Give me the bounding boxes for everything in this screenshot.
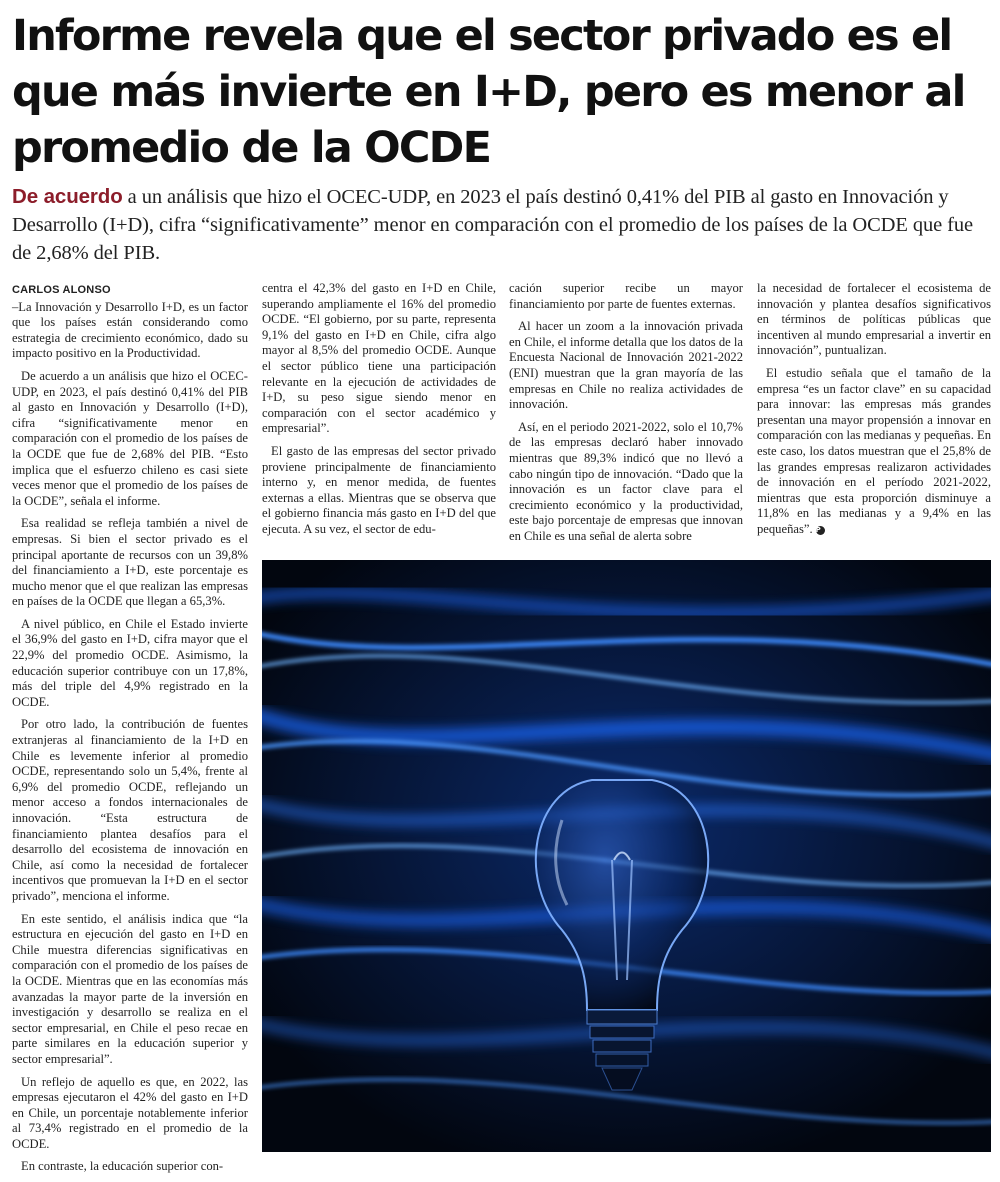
paragraph: cación superior recibe un mayor financiamiento por parte de fuentes externas. [509,281,743,311]
article-column-2 [262,281,496,545]
paragraph: Así, en el periodo 2021-2022, solo el 10,7% de las empresas declaró haber innovado mientras que 89,3% indicó que no llevó a cabo ningún tipo de innovación. “Dado que la innovación es un factor clave para el crecimiento económico y la productividad, este bajo porcentaje de empresas que innovan en Chile es una señal de alerta sobre [509,419,743,543]
end-mark-icon: P [816,526,825,535]
paragraph-text: El estudio señala que el tamaño de la empresa “es un factor clave” en su capacidad para innovar: las empresas más grandes presentan una mayor propensión a innovar en comparación con las medianas y pequeñas. En este caso, los datos muestran que el 25,8% de las grandes empresas realizaron actividades de innovación en el período 2021-2022, mientras que esta proporción disminuye a 11,8% en las medianas y a 9,4% en las pequeñas”. [757,365,991,536]
article-column-1 [12,283,248,1182]
paragraph: De acuerdo a un análisis que hizo el OCEC-UDP, en 2023, el país destinó 0,41% del PIB al gasto en Innovación y Desarrollo (I+D), cifra “significativamente menor en comparación con el promedio de los países de la OCDE que fue de 2,68% del PIB. “Esto implica que el esfuerzo chileno es casi siete veces menor que el promedio de los países de la OCDE”, señala el informe. [12,368,248,508]
paragraph [757,366,991,538]
paragraph: –La Innovación y Desarrollo I+D, es un factor que los países están considerando como estrategia de crecimiento económico, dado su impacto positivo en la Productividad. [12,299,248,361]
lead-text: a un análisis que hizo el OCEC-UDP, en 2023 el país destinó 0,41% del PIB al gasto en Innovación y Desarrollo (I+D), cifra “significativamente” menor en comparación con el promedio de los países de la OCDE que fue de 2,68% del PIB. [12,186,974,264]
article-column-4 [757,281,991,545]
paragraph: Por otro lado, la contribución de fuentes extranjeras al financiamiento de la I+D en Chile es levemente inferior al promedio OCDE, representando solo un 5,4%, frente al 6,9% del promedio OCDE, reflejando un menor acceso a fondos internacionales de innovación. “Esta estructura de financiamiento plantea desafíos para el desarrollo del ecosistema de innovación en Chile, así como la necesidad de fortalecer incentivos que promuevan la I+D en el sector privado”, menciona el informe. [12,717,248,903]
headline: Informe revela que el sector privado es el que más invierte en I+D, pero es menor al promedio de la OCDE [12,11,965,173]
paragraph: El gasto de las empresas del sector privado proviene principalmente de financiamiento interno y, en menor medida, de fuentes externas a ellas. Mientras que se observa que el gobierno financia más gasto en I+D del que ejecuta. A su vez, el sector de edu- [262,443,496,536]
lead-paragraph [12,183,990,267]
article-photo [262,560,991,1152]
paragraph: Un reflejo de aquello es que, en 2022, las empresas ejecutaron el 42% del gasto en I+D en Chile, un porcentaje notablemente inferior al 73,4% registrado en el promedio de la OCDE. [12,1074,248,1151]
article-column-3 [509,281,743,552]
paragraph: centra el 42,3% del gasto en I+D en Chile, superando ampliamente el 16% del promedio OCDE. “El gobierno, por su parte, representa 9,1% del gasto en I+D en Chile, cifra algo mayor al 8,5% del promedio OCDE. Aunque el sector público tiene una participación relevante en la ejecución de actividades de I+D, su peso sigue siendo menor en comparación con el sector académico y empresarial”. [262,281,496,436]
byline: CARLOS ALONSO [12,284,111,296]
paragraph: En contraste, la educación superior con- [21,1159,224,1174]
paragraph: Esa realidad se refleja también a nivel de empresas. Si bien el sector privado es el principal aportante de recursos con un 39,8% del financiamiento a I+D, este porcentaje es mucho menor que el que realizan las empresas en países de la OCDE que llegan a 65,3%. [12,516,248,609]
paragraph: la necesidad de fortalecer el ecosistema de innovación y plantea desafíos significativos en términos de políticas públicas que incentiven al mundo empresarial a invertir en innovación”, puntualizan. [757,281,991,358]
lead-kicker: De acuerdo [12,185,123,208]
lightbulb-photo [262,560,991,1152]
paragraph: A nivel público, en Chile el Estado invierte el 36,9% del gasto en I+D, cifra mayor que el 22,9% del promedio OCDE. Asimismo, la educación superior contribuye con un 17,8%, más del triple del 4,9% registrado en la OCDE. [12,616,248,709]
paragraph: En este sentido, el análisis indica que “la estructura en ejecución del gasto en I+D en Chile muestra diferencias significativas en comparación con el promedio de los países de la OCDE. Mientras que en las economías más avanzadas la mayor parte de la inversión en investigación y desarrollo se realiza en el sector empresarial, en Chile el peso recae en parte similares en la educación superior y sector empresarial”. [12,911,248,1066]
paragraph: Al hacer un zoom a la innovación privada en Chile, el informe detalla que los datos de la Encuesta Nacional de Innovación 2021-2022 (ENI) muestran que la gran mayoría de las empresas en Chile no realiza actividades de innovación. [509,319,743,412]
